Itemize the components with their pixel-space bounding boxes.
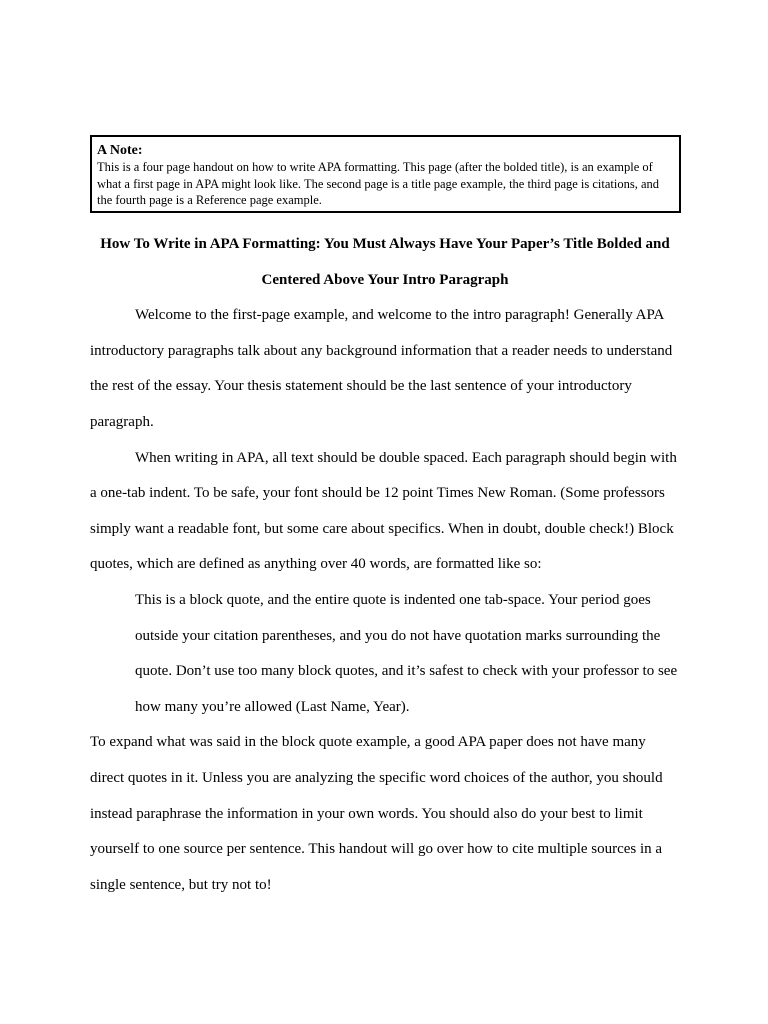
note-box: [90, 135, 681, 213]
document-title: How To Write in APA Formatting: You Must Always Have Your Paper’s Title Bolded and Centered Above Your Intro Paragraph: [100, 236, 670, 288]
intro-paragraph: Welcome to the first-page example, and welcome to the intro paragraph! Generally APA introductory paragraphs talk about any background information that a reader needs to understand the rest of the essay. Your thesis statement should be the last sentence of your introductory paragraph.: [90, 307, 673, 430]
document-body: [90, 227, 680, 903]
block-quote: This is a block quote, and the entire quote is indented one tab-space. Your period goes outside your citation parentheses, and you do not have quotation marks surrounding the quote. Don’t use too many block quotes, and it’s safest to check with your professor to see how many you’re allowed (Last Name, Year).: [135, 591, 678, 715]
note-title: A Note:: [97, 143, 143, 158]
note-text: This is a four page handout on how to write APA formatting. This page (after the bolded title), is an example of what a first page in APA might look like. The second page is a title page example, the third page is citations, and the fourth page is a Reference page example.: [97, 160, 660, 207]
formatting-paragraph: When writing in APA, all text should be double spaced. Each paragraph should begin with a one-tab indent. To be safe, your font should be 12 point Times New Roman. (Some professors simply want a readable font, but some care about specifics. When in doubt, double check!) Block quotes, which are defined as anything over 40 words, are formatted like so:: [90, 449, 677, 573]
closing-paragraph: To expand what was said in the block quote example, a good APA paper does not have many direct quotes in it. Unless you are analyzing the specific word choices of the author, you should instead paraphrase the information in your own words. You should also do your best to limit yourself to one source per sentence. This handout will go over how to cite multiple sources in a single sentence, but try not to!: [90, 734, 663, 893]
